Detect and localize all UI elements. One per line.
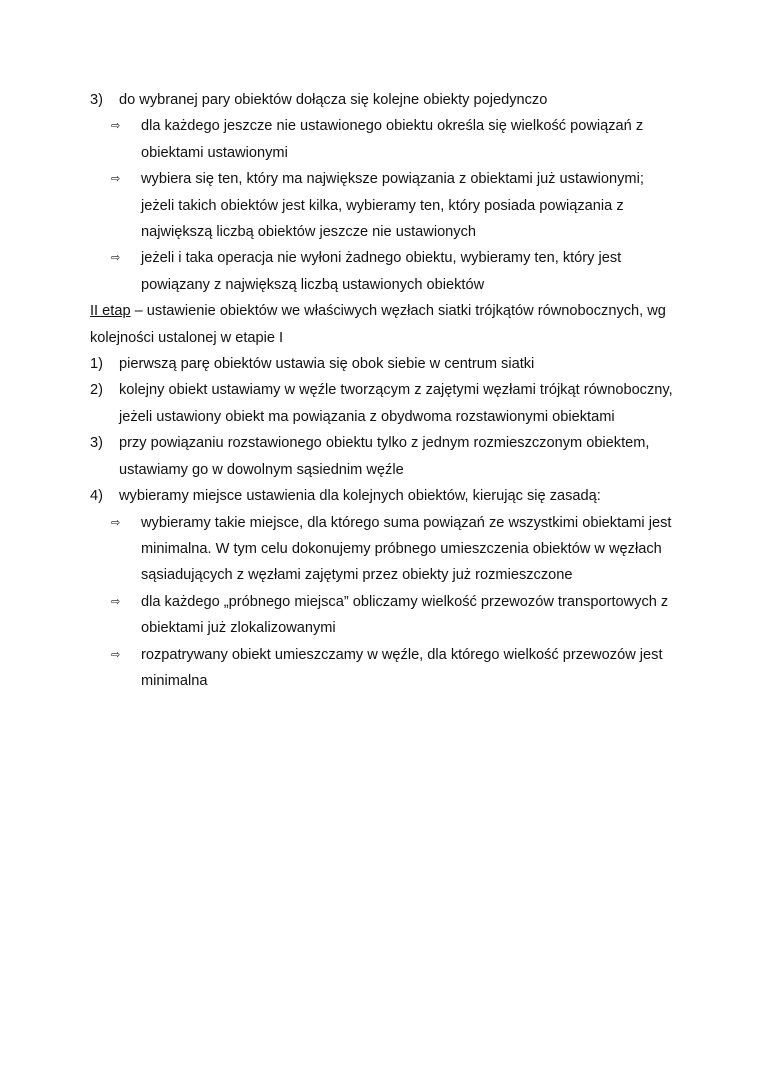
bullet-text: rozpatrywany obiekt umieszczamy w węźle, dla którego wielkość przewozów jest minimalna bbox=[141, 646, 663, 689]
stage-2-description: – ustawienie obiektów we właściwych węzłach siatki trójkątów równobocznych, wg kolejności ustalonej w etapie I bbox=[90, 303, 666, 346]
list-number: 3) bbox=[90, 435, 103, 452]
document-content bbox=[90, 87, 680, 694]
bullet-item bbox=[111, 510, 680, 589]
step-item-2 bbox=[90, 377, 680, 430]
arrow-bullet-icon: ⇨ bbox=[111, 648, 121, 661]
stage-2-heading: II etap bbox=[90, 303, 131, 320]
step-item-3 bbox=[90, 430, 680, 483]
list-item-text: pierwszą parę obiektów ustawia się obok siebie w centrum siatki bbox=[119, 356, 535, 373]
bullet-text: wybieramy takie miejsce, dla którego suma powiązań ze wszystkimi obiektami jest minimalna. W tym celu dokonujemy próbnego umieszczenia obiektów w węzłach sąsiadujących z węzłami zajętymi przez obiekty już rozmieszczone bbox=[141, 514, 672, 584]
bullet-text: wybiera się ten, który ma największe powiązania z obiektami już ustawionymi; jeżeli takich obiektów jest kilka, wybieramy ten, który posiada powiązania z największą liczbą obiektów jeszcze nie ustawionych bbox=[141, 171, 644, 241]
arrow-bullet-icon: ⇨ bbox=[111, 252, 121, 265]
step-item-4 bbox=[90, 483, 680, 509]
arrow-bullet-icon: ⇨ bbox=[111, 516, 121, 529]
bullet-item bbox=[111, 113, 680, 166]
list-item-3-top bbox=[90, 87, 680, 113]
step-item-1 bbox=[90, 351, 680, 377]
list-item-text: do wybranej pary obiektów dołącza się kolejne obiekty pojedynczo bbox=[119, 92, 548, 108]
bullet-item bbox=[111, 589, 680, 642]
bullet-text: jeżeli i taka operacja nie wyłoni żadnego obiektu, wybieramy ten, który jest powiązany z największą liczbą ustawionych obiektów bbox=[141, 250, 622, 293]
list-item-text: kolejny obiekt ustawiamy w węźle tworzącym z zajętymi węzłami trójkąt równoboczny, jeżeli ustawiony obiekt ma powiązania z obydwoma rozstawionymi obiektami bbox=[119, 382, 673, 425]
list-item-text: wybieramy miejsce ustawienia dla kolejnych obiektów, kierując się zasadą: bbox=[119, 488, 601, 505]
arrow-bullet-icon: ⇨ bbox=[111, 595, 121, 608]
list-number: 4) bbox=[90, 488, 103, 505]
bullet-text: dla każdego „próbnego miejsca” obliczamy wielkość przewozów transportowych z obiektami już zlokalizowanymi bbox=[141, 593, 669, 637]
arrow-bullet-icon: ⇨ bbox=[111, 173, 121, 186]
list-number: 2) bbox=[90, 382, 103, 399]
list-item-text: przy powiązaniu rozstawionego obiektu tylko z jednym rozmieszczonym obiektem, ustawiamy go w dowolnym sąsiednim węźle bbox=[119, 435, 650, 478]
arrow-bullet-icon: ⇨ bbox=[111, 120, 121, 133]
bullet-item bbox=[111, 245, 680, 298]
stage-2-paragraph bbox=[90, 298, 680, 351]
bullet-item bbox=[111, 642, 680, 695]
list-number: 1) bbox=[90, 356, 103, 373]
bullet-item bbox=[111, 166, 680, 245]
bullet-text: dla każdego jeszcze nie ustawionego obiektu określa się wielkość powiązań z obiektami ustawionymi bbox=[141, 118, 644, 161]
list-number: 3) bbox=[90, 92, 103, 108]
